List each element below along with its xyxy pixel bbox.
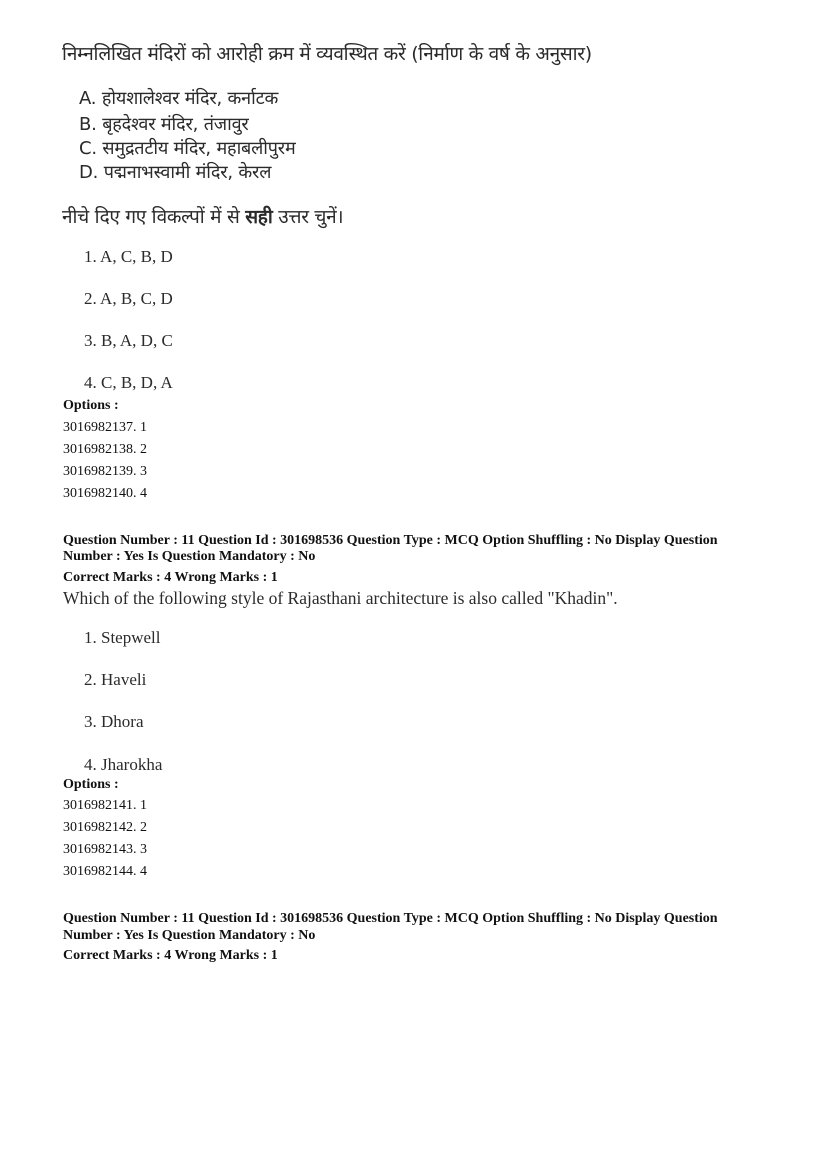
- option-id: 3016982144. 4: [63, 864, 147, 879]
- option-id: 3016982141. 1: [63, 798, 147, 813]
- option-id: 3016982138. 2: [63, 442, 147, 457]
- marks-line: Correct Marks : 4 Wrong Marks : 1: [63, 570, 278, 585]
- option-id: 3016982140. 4: [63, 486, 147, 501]
- options-label: Options :: [63, 777, 119, 792]
- hindi-question-text: निम्नलिखित मंदिरों को आरोही क्रम में व्यवस्थित करें (निर्माण के वर्ष के अनुसार): [62, 43, 592, 65]
- question-meta-line2: Number : Yes Is Question Mandatory : No: [63, 928, 316, 943]
- answer-option-3: 3. B, A, D, C: [84, 331, 173, 350]
- choose-bold: सही: [245, 206, 273, 228]
- answer-option-3: 3. Dhora: [84, 712, 144, 731]
- question-meta-line1: Question Number : 11 Question Id : 301698536 Question Type : MCQ Option Shuffling : No Display Question: [63, 911, 718, 926]
- question-meta-line2: Number : Yes Is Question Mandatory : No: [63, 549, 316, 564]
- choose-instruction: [62, 203, 343, 229]
- option-id: 3016982139. 3: [63, 464, 147, 479]
- question-text: Which of the following style of Rajasthani architecture is also called "Khadin".: [63, 588, 618, 608]
- statement-b: B. बृहदेश्वर मंदिर, तंजावुर: [79, 114, 249, 135]
- answer-option-2: 2. Haveli: [84, 670, 147, 689]
- answer-option-1: 1. Stepwell: [84, 628, 161, 647]
- statement-c: C. समुद्रतटीय मंदिर, महाबलीपुरम: [79, 138, 296, 159]
- statement-d: D. पद्मनाभस्वामी मंदिर, केरल: [79, 162, 272, 183]
- option-id: 3016982137. 1: [63, 420, 147, 435]
- marks-line: Correct Marks : 4 Wrong Marks : 1: [63, 948, 278, 963]
- answer-option-2: 2. A, B, C, D: [84, 289, 173, 308]
- statement-a: A. होयशालेश्वर मंदिर, कर्नाटक: [79, 88, 279, 109]
- options-label: Options :: [63, 398, 119, 413]
- option-id: 3016982142. 2: [63, 820, 147, 835]
- option-id: 3016982143. 3: [63, 842, 147, 857]
- answer-option-1: 1. A, C, B, D: [84, 247, 173, 266]
- answer-option-4: 4. Jharokha: [84, 755, 163, 774]
- choose-suffix: उत्तर चुनें।: [272, 206, 344, 228]
- question-meta-line1: Question Number : 11 Question Id : 301698536 Question Type : MCQ Option Shuffling : No Display Question: [63, 533, 718, 548]
- choose-prefix: नीचे दिए गए विकल्पों में से: [62, 206, 246, 228]
- answer-option-4: 4. C, B, D, A: [84, 373, 173, 392]
